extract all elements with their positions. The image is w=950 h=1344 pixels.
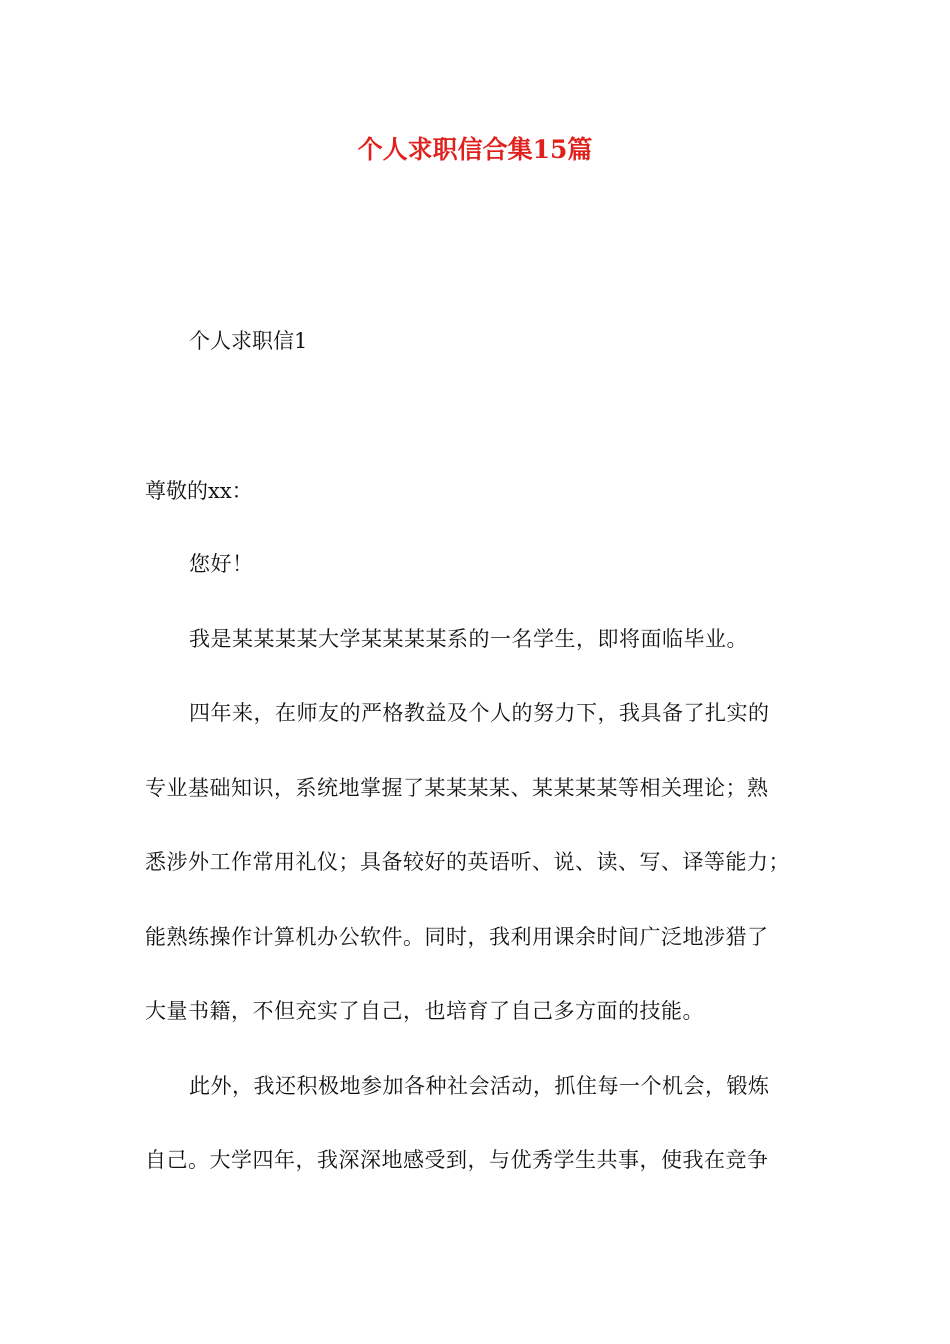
- body-line: 能熟练操作计算机办公软件。同时，我利用课余时间广泛地涉猎了: [145, 924, 769, 949]
- body-line: 我是某某某某大学某某某某系的一名学生，即将面临毕业。: [189, 626, 748, 651]
- body-line: 自己。大学四年，我深深地感受到，与优秀学生共事，使我在竞争: [145, 1148, 769, 1172]
- body-line: 此外，我还积极地参加各种社会活动，抓住每一个机会，锻炼: [189, 1073, 770, 1098]
- salutation: 尊敬的xx：: [145, 479, 253, 503]
- body-line: 专业基础知识，系统地掌握了某某某某、某某某某等相关理论；熟: [145, 775, 769, 800]
- body-line: 悉涉外工作常用礼仪；具备较好的英语听、说、读、写、译等能力；: [145, 850, 790, 874]
- letter-body: [145, 546, 815, 1217]
- letter-subtitle: 个人求职信1: [189, 329, 308, 353]
- body-line: 您好！: [189, 552, 254, 576]
- body-line: 四年来，在师友的严格教益及个人的努力下，我具备了扎实的: [189, 701, 770, 725]
- body-line: 大量书籍，不但充实了自己，也培育了自己多方面的技能。: [145, 999, 704, 1023]
- document-title: 个人求职信合集15篇: [357, 135, 593, 164]
